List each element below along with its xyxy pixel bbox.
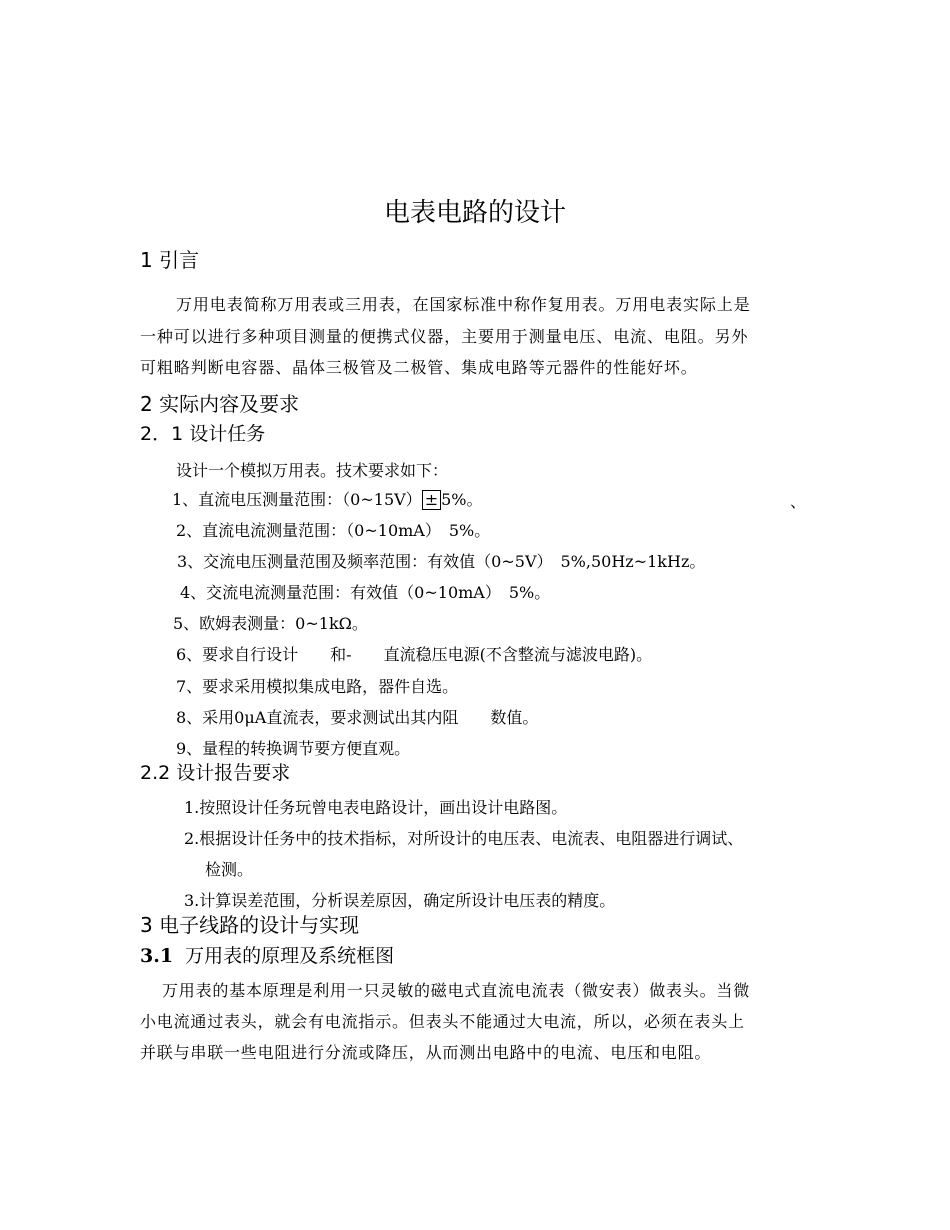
plus-minus-symbol: ± [422, 490, 441, 510]
page-title: 电表电路的设计 [383, 198, 566, 228]
section-3-1-heading [140, 943, 394, 969]
stray-punctuation: 、 [790, 492, 807, 511]
task-item-3: 3、交流电压测量范围及频率范围：有效值（0~5V） 5%,50Hz~1kHz。 [177, 552, 706, 571]
task-item-5: 5、欧姆表测量：0~1kΩ。 [173, 614, 368, 633]
task-item-7: 7、要求采用模拟集成电路，器件自选。 [176, 677, 459, 696]
section-2-2-heading: 2.2 设计报告要求 [140, 762, 291, 784]
task-item-1 [172, 489, 482, 511]
principle-line-1: 万用表的基本原理是利用一只灵敏的磁电式直流电流表（微安表）做表头。当微 [162, 981, 751, 1000]
task-item-6: 6、要求自行设计 和- 直流稳压电源(不含整流与滤波电路)。 [176, 645, 653, 664]
intro-line-1: 万用电表简称万用表或三用表，在国家标准中称作复用表。万用电表实际上是 [176, 295, 751, 314]
report-req-3: 3.计算误差范围，分析误差原因，确定所设计电压表的精度。 [184, 891, 616, 910]
report-req-1: 1.按照设计任务玩曾电表电路设计，画出设计电路图。 [184, 798, 568, 817]
task-item-2: 2、直流电流测量范围：（0~10mA） 5%。 [176, 521, 491, 540]
section-3-1-number: 3.1 [140, 945, 174, 967]
section-3-heading: 3 电子线路的设计与实现 [140, 913, 360, 937]
task-item-8: 8、采用0μA直流表，要求测试出其内阻 数值。 [176, 708, 539, 727]
task-intro: 设计一个模拟万用表。技术要求如下： [176, 461, 449, 480]
task-item-4: 4、交流电流测量范围：有效值（0~10mA） 5%。 [180, 583, 551, 602]
section-2-heading: 2 实际内容及要求 [140, 392, 300, 416]
task-item-9: 9、量程的转换调节要方便直观。 [176, 739, 411, 758]
section-2-1-heading: 2．1 设计任务 [140, 423, 266, 445]
report-req-2-cont: 检测。 [205, 860, 254, 879]
principle-line-3: 并联与串联一些电阻进行分流或降压，从而测出电路中的电流、电压和电阻。 [140, 1043, 712, 1062]
principle-line-2: 小电流通过表头，就会有电流指示。但表头不能通过大电流，所以，必须在表头上 [140, 1012, 745, 1031]
task-item-1-text: 1、直流电压测量范围：（0~15V） [172, 490, 422, 509]
intro-line-3: 可粗略判断电容器、晶体三极管及二极管、集成电路等元器件的性能好坏。 [140, 358, 698, 377]
section-3-1-title: 万用表的原理及系统框图 [185, 945, 395, 967]
report-req-2: 2.根据设计任务中的技术指标，对所设计的电压表、电流表、电阻器进行调试、 [184, 829, 744, 848]
task-item-1-tolerance: 5%。 [441, 490, 483, 509]
intro-line-2: 一种可以进行多种项目测量的便携式仪器，主要用于测量电压、电流、电阻。另外 [140, 327, 749, 346]
section-1-heading: 1 引言 [140, 248, 200, 272]
